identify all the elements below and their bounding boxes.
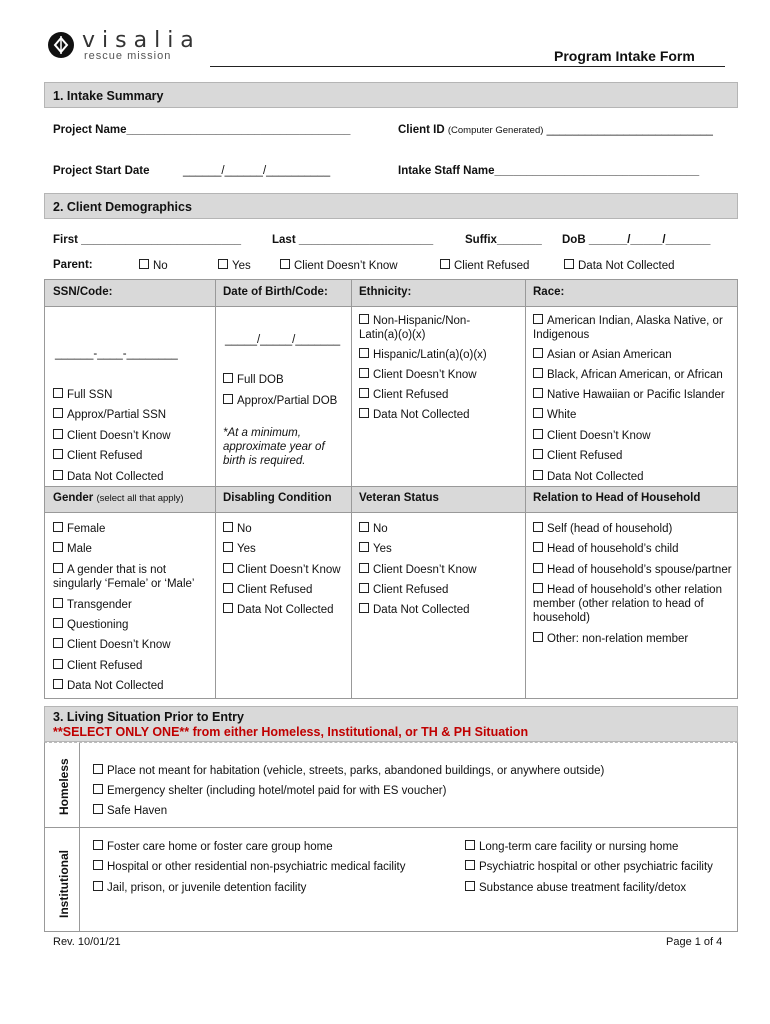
checkbox-icon [465, 840, 475, 850]
ethnicity-option[interactable]: Non-Hispanic/Non-Latin(a)(o)(x) [359, 315, 471, 341]
parent-option-yes[interactable]: Yes [218, 259, 251, 272]
veteran-option[interactable]: Data Not Collected [359, 603, 470, 616]
dob-option[interactable]: Approx/Partial DOB [223, 394, 337, 407]
checkbox-icon [223, 394, 233, 404]
checkbox-icon [223, 542, 233, 552]
section-3-heading-bar [44, 706, 738, 742]
parent-option-refused[interactable]: Client Refused [440, 259, 529, 272]
veteran-option[interactable]: No [359, 522, 388, 535]
institutional-option[interactable]: Substance abuse treatment facility/detox [465, 881, 686, 894]
relation-option[interactable]: Head of household’s other relation member (other relation to head of household) [533, 584, 722, 624]
section-3-heading: 3. Living Situation Prior to Entry [53, 710, 244, 724]
checkbox-icon [533, 348, 543, 358]
client-id-line: __________________________ [546, 124, 713, 136]
checkbox-icon [359, 542, 369, 552]
checkbox-icon [53, 408, 63, 418]
gender-option[interactable]: Client Doesn’t Know [53, 638, 171, 651]
checkbox-icon [93, 881, 103, 891]
ssn-header: SSN/Code: [53, 286, 113, 298]
dob-option[interactable]: Full DOB [223, 373, 284, 386]
checkbox-icon [465, 881, 475, 891]
checkbox-icon [359, 368, 369, 378]
checkbox-icon [53, 542, 63, 552]
institutional-option[interactable]: Long-term care facility or nursing home [465, 840, 678, 853]
client-id-field[interactable] [398, 124, 713, 136]
checkbox-icon [223, 373, 233, 383]
client-id-note: (Computer Generated) [447, 125, 544, 136]
section-3-instruction: **SELECT ONLY ONE** from either Homeless, Institutional, or TH & PH Situation [53, 725, 529, 739]
logo-word: visalia [82, 28, 201, 53]
suffix-field[interactable]: Suffix_______ [465, 234, 542, 246]
checkbox-icon [218, 259, 228, 269]
checkbox-icon [53, 388, 63, 398]
institutional-option[interactable]: Jail, prison, or juvenile detention facility [93, 881, 306, 894]
checkbox-icon [533, 632, 543, 642]
checkbox-icon [533, 449, 543, 459]
institutional-option[interactable]: Psychiatric hospital or other psychiatric facility [465, 860, 713, 873]
relation-header: Relation to Head of Household [533, 492, 701, 504]
client-id-label: Client ID [398, 124, 445, 136]
ssn-input[interactable]: ______-____-________ [55, 348, 178, 360]
living-situation-table [44, 742, 738, 932]
checkbox-icon [533, 314, 543, 324]
checkbox-icon [53, 598, 63, 608]
institutional-option[interactable]: Hospital or other residential non-psychiatric medical facility [93, 860, 406, 873]
checkbox-icon [533, 408, 543, 418]
ssn-option[interactable]: Client Refused [53, 449, 142, 462]
checkbox-icon [53, 679, 63, 689]
checkbox-icon [533, 583, 543, 593]
checkbox-icon [53, 563, 63, 573]
checkbox-icon [533, 470, 543, 480]
gender-option[interactable]: Client Refused [53, 659, 142, 672]
first-name-field[interactable]: First _________________________ [53, 234, 242, 246]
race-option[interactable]: Data Not Collected [533, 470, 644, 483]
disabling-option[interactable]: No [223, 522, 252, 535]
ethnicity-option[interactable]: Client Refused [359, 388, 448, 401]
disabling-option[interactable]: Client Doesn’t Know [223, 563, 341, 576]
section-1-heading: 1. Intake Summary [44, 82, 738, 108]
disabling-condition-header: Disabling Condition [223, 492, 332, 504]
checkbox-icon [53, 449, 63, 459]
ssn-option[interactable]: Full SSN [53, 388, 112, 401]
project-start-date-label: Project Start Date [53, 165, 150, 177]
checkbox-icon [359, 388, 369, 398]
checkbox-icon [359, 583, 369, 593]
checkbox-icon [93, 764, 103, 774]
race-option[interactable]: Asian or Asian American [533, 348, 672, 361]
dob-code-input[interactable]: _____/_____/_______ [225, 334, 341, 346]
visalia-logo [48, 30, 208, 64]
checkbox-icon [359, 522, 369, 532]
checkbox-icon [533, 368, 543, 378]
checkbox-icon [93, 784, 103, 794]
checkbox-icon [93, 840, 103, 850]
institutional-option[interactable]: Foster care home or foster care group home [93, 840, 333, 853]
checkbox-icon [465, 860, 475, 870]
checkbox-icon [533, 388, 543, 398]
logo-subtitle: rescue mission [84, 50, 172, 62]
homeless-option[interactable]: Place not meant for habitation (vehicle, streets, parks, abandoned buildings, or anywhere outside) [93, 764, 604, 777]
ethnicity-option[interactable]: Data Not Collected [359, 408, 470, 421]
checkbox-icon [93, 804, 103, 814]
title-rule [210, 66, 725, 67]
checkbox-icon [139, 259, 149, 269]
ethnicity-option[interactable]: Hispanic/Latin(a)(o)(x) [359, 348, 487, 361]
checkbox-icon [53, 638, 63, 648]
checkbox-icon [359, 563, 369, 573]
race-option[interactable]: White [533, 408, 576, 421]
checkbox-icon [53, 429, 63, 439]
disabling-option[interactable]: Data Not Collected [223, 603, 334, 616]
checkbox-icon [223, 522, 233, 532]
ssn-option[interactable]: Approx/Partial SSN [53, 408, 166, 421]
checkbox-icon [53, 659, 63, 669]
checkbox-icon [533, 542, 543, 552]
checkbox-icon [223, 603, 233, 613]
relation-option[interactable]: Self (head of household) [533, 522, 672, 535]
checkbox-icon [359, 348, 369, 358]
form-title: Program Intake Form [554, 48, 695, 64]
checkbox-icon [280, 259, 290, 269]
logo-emblem-icon [48, 32, 74, 58]
last-name-field[interactable]: Last _____________________ [272, 234, 434, 246]
veteran-option[interactable]: Yes [359, 542, 392, 555]
checkbox-icon [223, 583, 233, 593]
dob-note: *At a minimum, approximate year of birth is required. [223, 427, 325, 467]
relation-option[interactable]: Other: non-relation member [533, 632, 688, 645]
race-option[interactable]: Client Refused [533, 449, 622, 462]
disabling-option[interactable]: Client Refused [223, 583, 312, 596]
race-option[interactable]: Black, African American, or African [533, 368, 723, 381]
gender-option[interactable]: Female [53, 522, 105, 535]
dob-field[interactable]: DoB ______/_____/_______ [562, 234, 711, 246]
relation-option[interactable]: Head of household’s child [533, 542, 679, 555]
checkbox-icon [93, 860, 103, 870]
checkbox-icon [359, 603, 369, 613]
ssn-option[interactable]: Client Doesn’t Know [53, 429, 171, 442]
checkbox-icon [223, 563, 233, 573]
section-2-heading: 2. Client Demographics [44, 193, 738, 219]
race-option[interactable]: Native Hawaiian or Pacific Islander [533, 388, 725, 401]
checkbox-icon [533, 563, 543, 573]
parent-label: Parent: [53, 259, 93, 271]
checkbox-icon [359, 408, 369, 418]
race-option[interactable]: Client Doesn’t Know [533, 429, 651, 442]
race-option[interactable]: American Indian, Alaska Native, or Indigenous [533, 315, 723, 341]
ethnicity-header: Ethnicity: [359, 286, 412, 298]
relation-option[interactable]: Head of household’s spouse/partner [533, 563, 732, 576]
checkbox-icon [440, 259, 450, 269]
checkbox-icon [53, 618, 63, 628]
gender-option[interactable]: Male [53, 542, 92, 555]
intake-staff-field[interactable]: Intake Staff Name________________________________ [398, 165, 700, 177]
page-number: Page 1 of 4 [666, 936, 723, 948]
veteran-status-header: Veteran Status [359, 492, 439, 504]
checkbox-icon [564, 259, 574, 269]
project-name-field[interactable]: Project Name___________________________________ [53, 124, 351, 136]
gender-option[interactable]: Transgender [53, 598, 132, 611]
checkbox-icon [53, 470, 63, 480]
gender-option[interactable]: Questioning [53, 618, 128, 631]
institutional-label: Institutional [57, 850, 71, 918]
ssn-option[interactable]: Data Not Collected [53, 470, 164, 483]
parent-option-dont-know[interactable]: Client Doesn’t Know [280, 259, 398, 272]
project-start-date-field[interactable]: ______/______/__________ [183, 165, 331, 177]
parent-option-no[interactable]: No [139, 259, 168, 272]
checkbox-icon [533, 429, 543, 439]
veteran-option[interactable]: Client Refused [359, 583, 448, 596]
gender-option[interactable]: Data Not Collected [53, 679, 164, 692]
demographics-grid [44, 279, 738, 699]
homeless-option[interactable]: Safe Haven [93, 804, 167, 817]
parent-option-not-collected[interactable]: Data Not Collected [564, 259, 675, 272]
dob-code-header: Date of Birth/Code: [223, 286, 328, 298]
race-header: Race: [533, 286, 565, 298]
checkbox-icon [53, 522, 63, 532]
revision-date: Rev. 10/01/21 [53, 936, 121, 948]
checkbox-icon [359, 314, 369, 324]
checkbox-icon [533, 522, 543, 532]
gender-option[interactable]: A gender that is not singularly ‘Female’ or ‘Male’ [53, 564, 195, 590]
homeless-option[interactable]: Emergency shelter (including hotel/motel paid for with ES voucher) [93, 784, 446, 797]
homeless-label: Homeless [57, 758, 71, 815]
gender-header: Gender (select all that apply) [53, 492, 184, 504]
ethnicity-option[interactable]: Client Doesn’t Know [359, 368, 477, 381]
disabling-option[interactable]: Yes [223, 542, 256, 555]
veteran-option[interactable]: Client Doesn’t Know [359, 563, 477, 576]
